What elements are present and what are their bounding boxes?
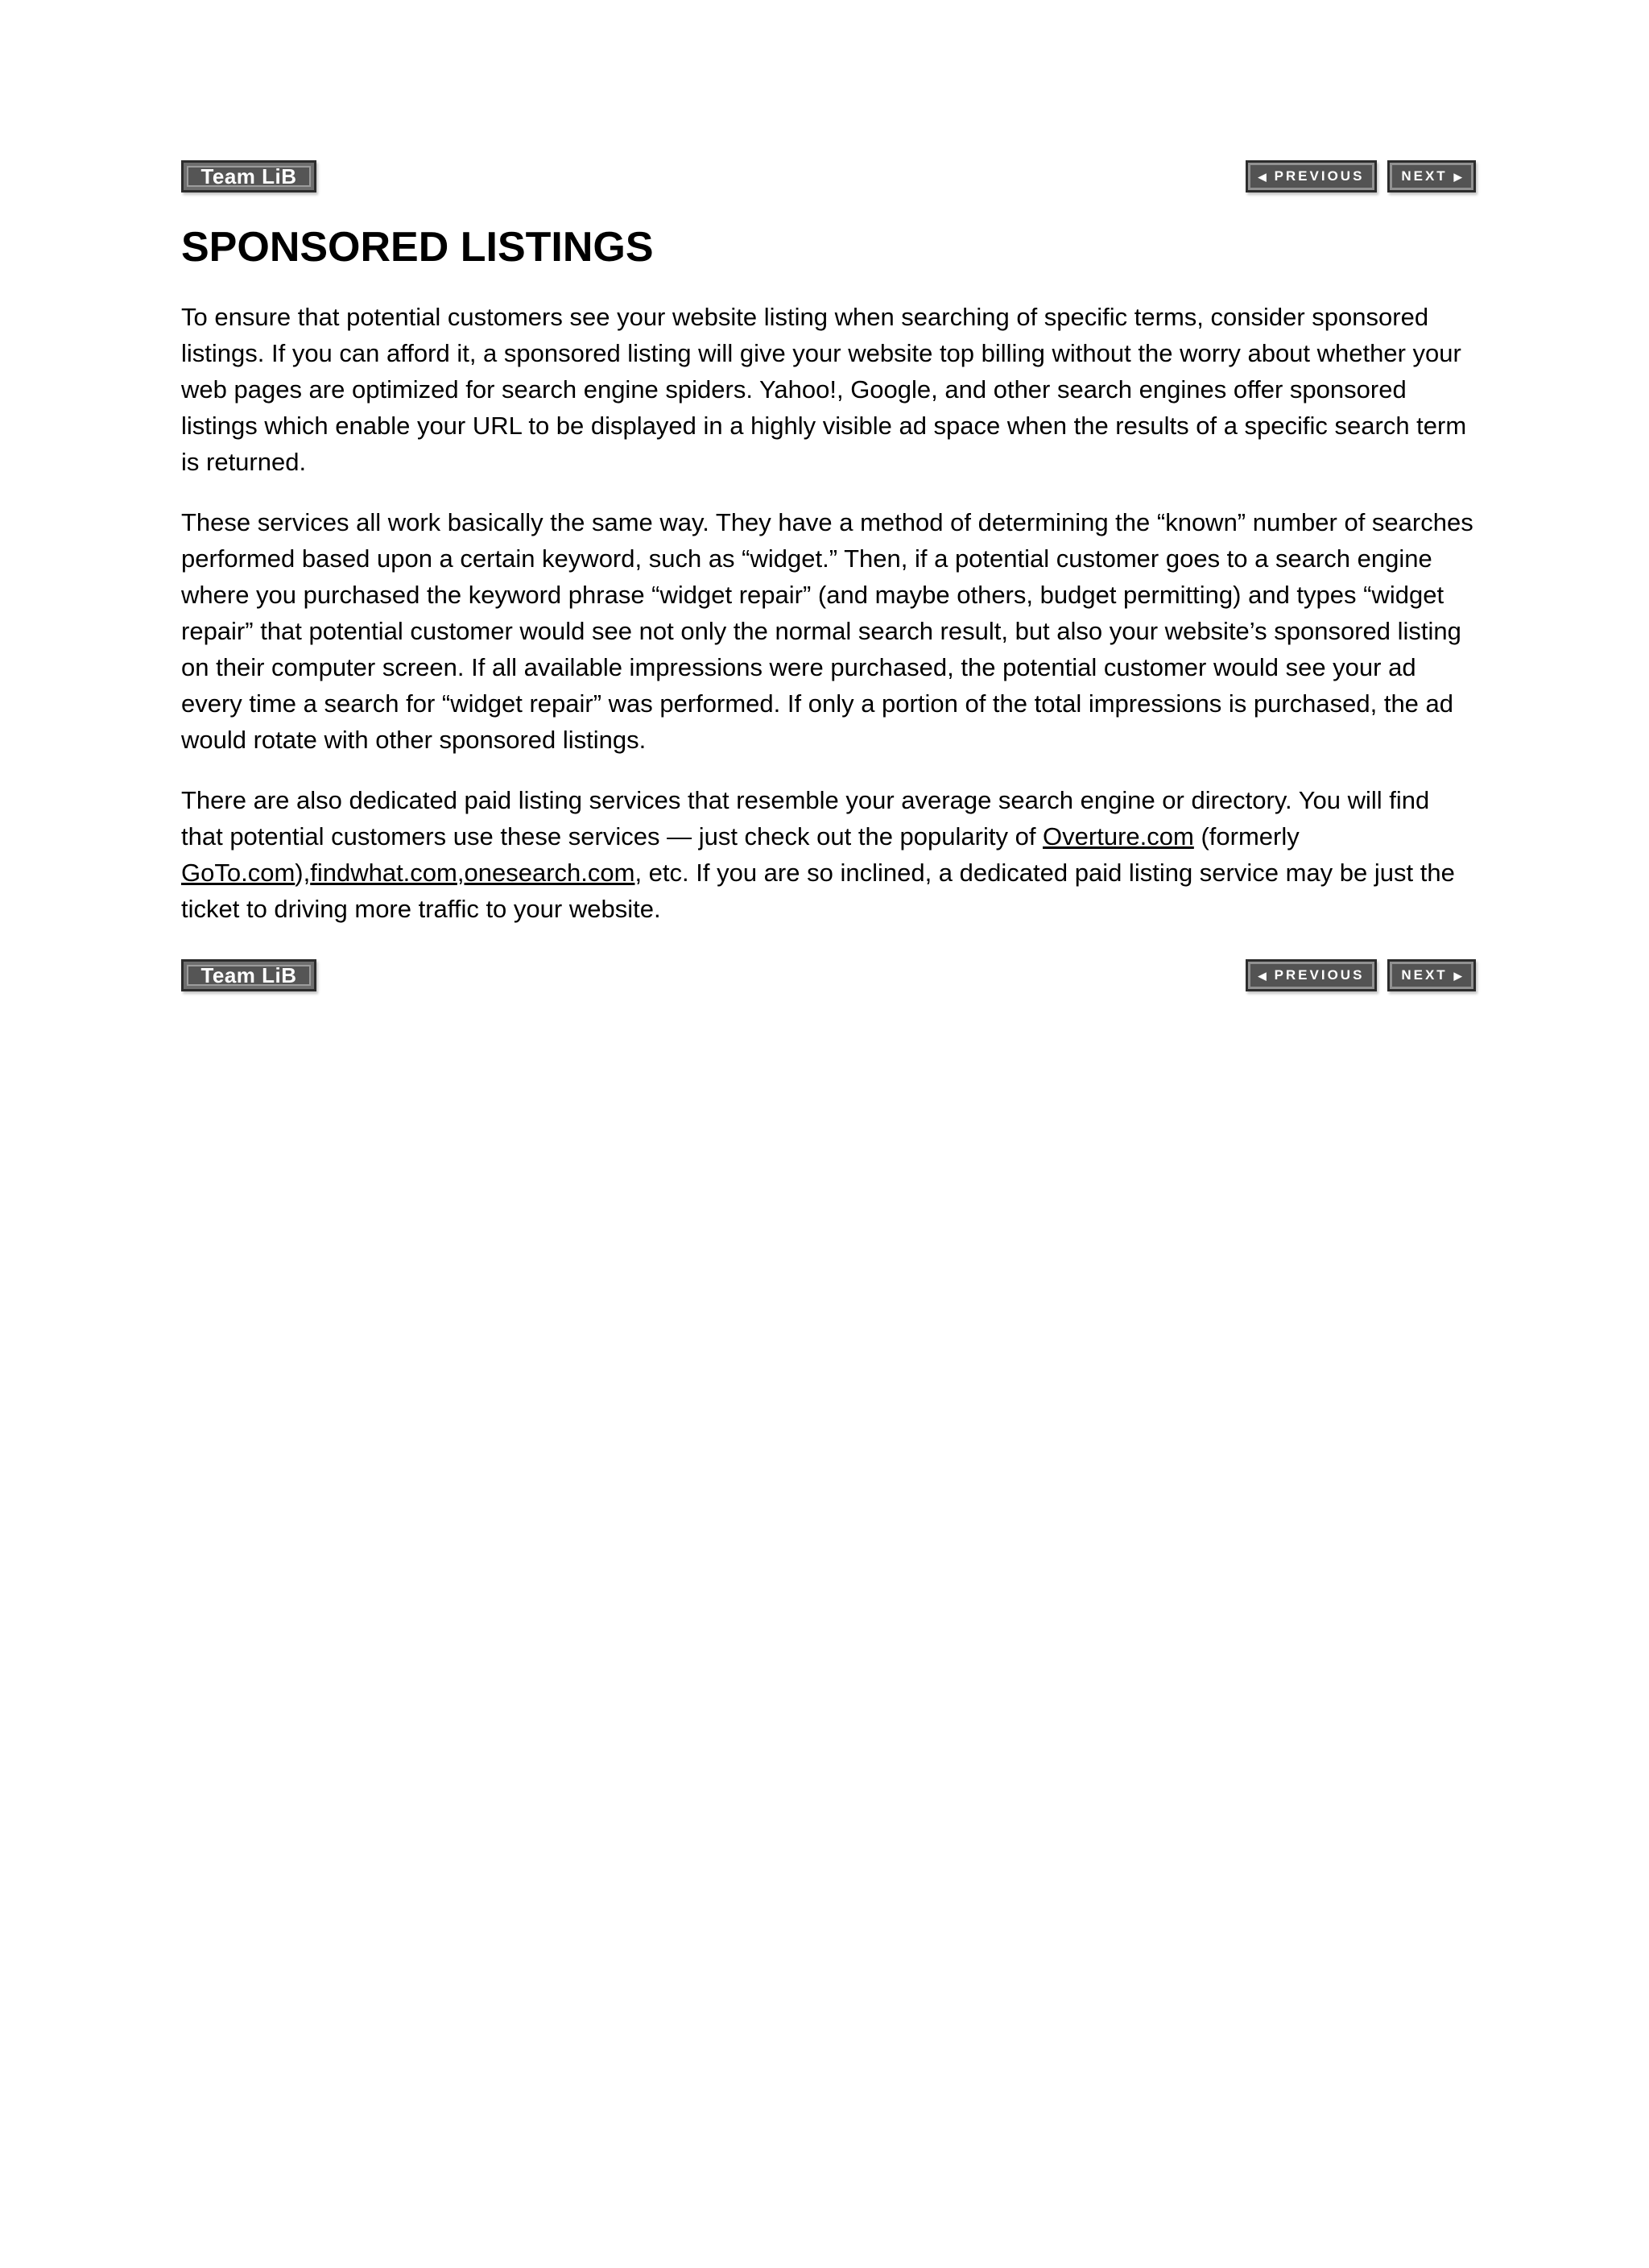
next-button[interactable]	[1387, 160, 1476, 192]
paragraph-1: To ensure that potential customers see your website listing when searching of specific terms, consider sponsored listings. If you can afford it, a sponsored listing will give your website top billing without the worry about whether your web pages are optimized for search engine spiders. Yahoo!, Google, and other search engines offer sponsored listings which enable your URL to be displayed in a highly visible ad space when the results of a specific search term is returned.	[181, 303, 1467, 476]
next-button-label: NEXT	[1401, 168, 1448, 184]
link-goto[interactable]: GoTo.com	[181, 859, 295, 887]
next-arrow-icon: ▶	[1453, 969, 1462, 982]
team-lib-button[interactable]	[181, 959, 316, 991]
paragraph-text: (formerly	[1193, 822, 1300, 850]
previous-button[interactable]	[1246, 959, 1377, 991]
link-findwhat[interactable]: findwhat.com	[310, 859, 457, 887]
next-arrow-icon: ▶	[1453, 170, 1462, 183]
bottom-nav-right-group	[1246, 959, 1476, 991]
next-button[interactable]	[1387, 959, 1476, 991]
paragraph-3	[181, 782, 1476, 927]
top-nav-bar	[181, 160, 1476, 192]
team-lib-button-label: Team LiB	[200, 163, 297, 188]
next-button-label: NEXT	[1401, 967, 1448, 983]
link-onesearch[interactable]: onesearch.com	[464, 859, 635, 887]
paragraph-text: ,	[457, 859, 465, 887]
paragraph-text: There are also dedicated paid listing services that resemble your average search engine or directory. You will find that potential customers use these services — just check out the popularity of	[181, 786, 1430, 850]
paragraph-text: , etc. If you are so inclined, a dedicated paid listing service may be just the ticket to driving more traffic to your website.	[181, 859, 1455, 923]
page-title: SPONSORED LISTINGS	[181, 224, 654, 271]
previous-button-label: PREVIOUS	[1274, 967, 1365, 983]
team-lib-button[interactable]	[181, 160, 316, 192]
previous-arrow-icon: ◀	[1258, 969, 1267, 982]
previous-arrow-icon: ◀	[1258, 170, 1267, 183]
top-nav-right-group	[1246, 160, 1476, 192]
paragraph-text: ),	[295, 859, 311, 887]
previous-button-label: PREVIOUS	[1274, 168, 1365, 184]
paragraph-2: These services all work basically the same way. They have a method of determining the “known” number of searches performed based upon a certain keyword, such as “widget.” Then, if a potential customer goes to a search engine where you purchased the keyword phrase “widget repair” (and maybe others, budget permitting) and types “widget repair” that potential customer would see not only the normal search result, but also your website’s sponsored listing on their computer screen. If all available impressions were purchased, the potential customer would see your ad every time a search for “widget repair” was performed. If only a portion of the total impressions is purchased, the ad would rotate with other sponsored listings.	[181, 508, 1473, 754]
team-lib-button-label: Team LiB	[200, 962, 297, 987]
bottom-nav-bar	[181, 959, 1476, 991]
link-overture[interactable]: Overture.com	[1043, 822, 1194, 850]
page-content	[181, 0, 1476, 991]
previous-button[interactable]	[1246, 160, 1377, 192]
